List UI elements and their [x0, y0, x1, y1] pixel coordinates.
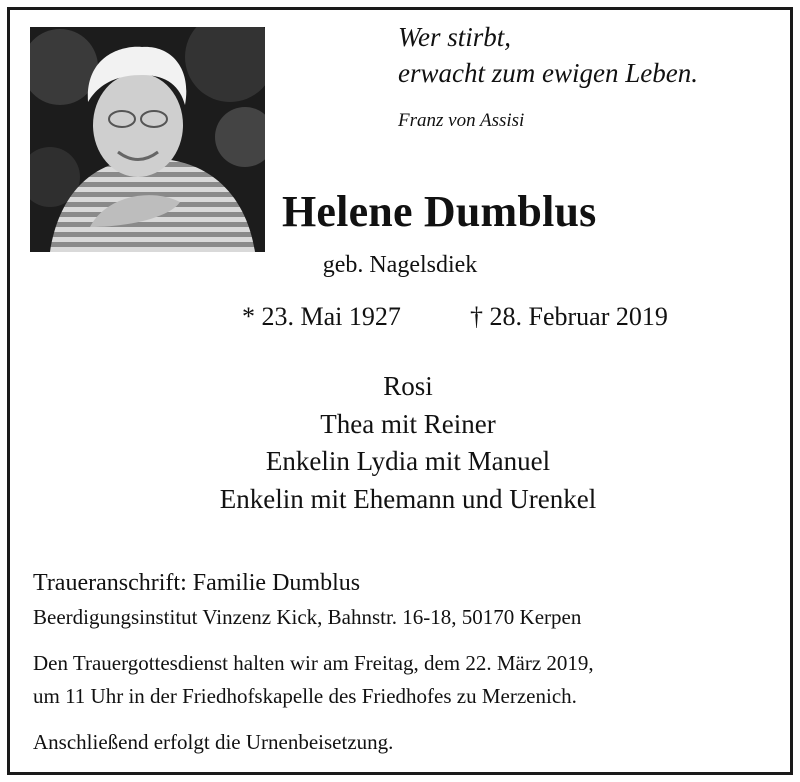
- death-date: † 28. Februar 2019: [470, 302, 668, 331]
- maiden-name: geb. Nagelsdiek: [322, 252, 478, 278]
- closing-note: Anschließend erfolgt die Urnenbeisetzung.: [33, 730, 394, 754]
- deceased-name: Helene Dumblus: [282, 187, 597, 236]
- mourners-list: [0, 368, 800, 518]
- mourner-item: Enkelin Lydia mit Manuel: [265, 446, 551, 476]
- birth-date: * 23. Mai 1927: [242, 302, 401, 331]
- service-line-1: Den Trauergottesdienst halten wir am Freitag, dem 22. März 2019,: [33, 651, 594, 675]
- address-line: Beerdigungsinstitut Vinzenz Kick, Bahnstr. 16-18, 50170 Kerpen: [33, 605, 582, 629]
- mourner-item: Thea mit Reiner: [320, 408, 496, 439]
- mourner-item: Enkelin mit Ehemann und Urenkel: [219, 483, 597, 514]
- mourner-item: Rosi: [383, 371, 433, 401]
- quote-line-1: Wer stirbt,: [398, 22, 512, 52]
- service-line-2: um 11 Uhr in der Friedhofskapelle des Friedhofes zu Merzenich.: [33, 684, 577, 708]
- address-title: Traueranschrift: Familie Dumblus: [33, 570, 361, 596]
- portrait-photo: [30, 27, 265, 252]
- quote-author: Franz von Assisi: [398, 110, 525, 131]
- quote-line-2: erwacht zum ewigen Leben.: [398, 58, 698, 88]
